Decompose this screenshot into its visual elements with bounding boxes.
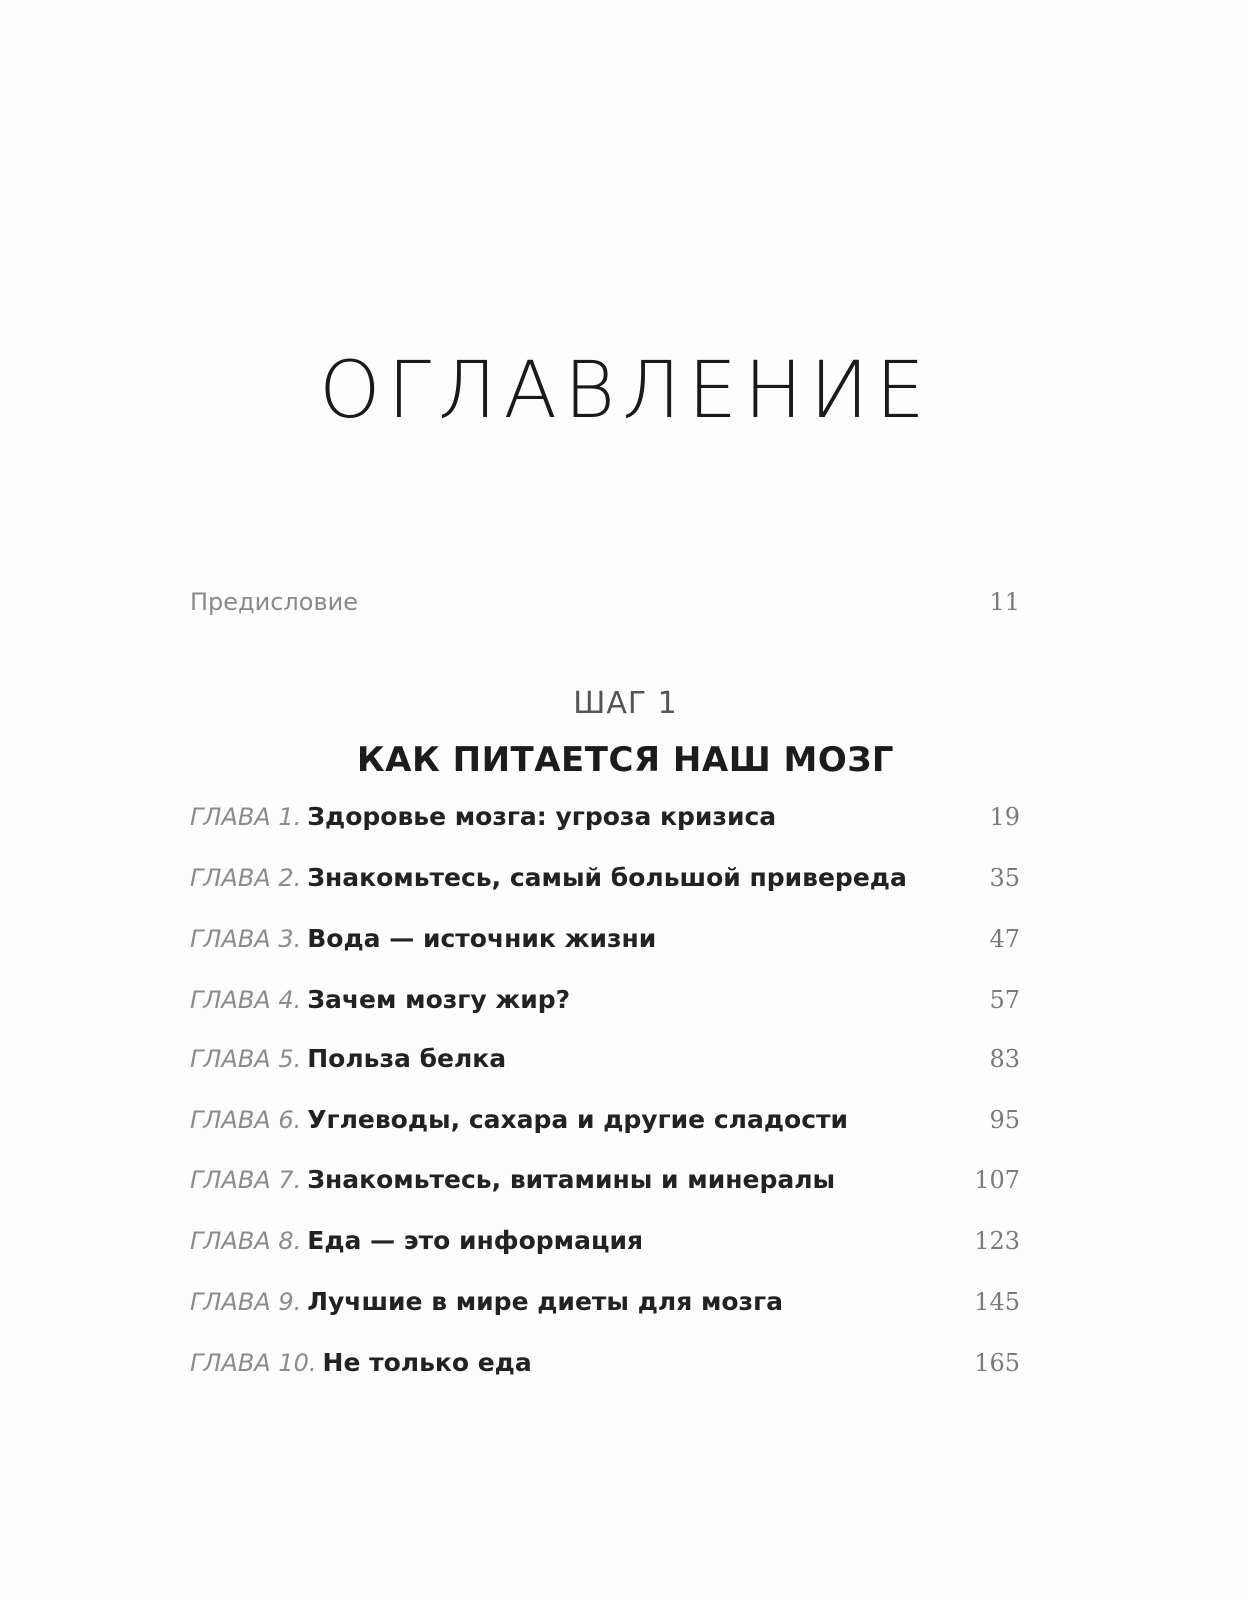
toc-entry-chapter[interactable] [190, 1165, 1020, 1205]
page-number: 57 [989, 986, 1020, 1014]
chapter-title: Знакомьтесь, самый большой привереда [307, 863, 907, 892]
page-number: 95 [989, 1106, 1020, 1134]
chapter-title: Еда — это информация [307, 1226, 644, 1255]
page-number: 83 [989, 1045, 1020, 1073]
chapter-number: ГЛАВА 3. [190, 925, 302, 953]
chapter-number: ГЛАВА 2. [190, 864, 302, 892]
chapter-number: ГЛАВА 5. [190, 1045, 302, 1073]
chapter-title: Знакомьтесь, витамины и минералы [307, 1165, 836, 1194]
chapter-number: ГЛАВА 6. [190, 1106, 302, 1134]
page-number: 165 [974, 1349, 1020, 1377]
step-label: ШАГ 1 [573, 686, 678, 721]
page-number: 107 [974, 1166, 1020, 1194]
page-number: 35 [989, 864, 1020, 892]
chapter-title: Вода — источник жизни [307, 924, 657, 953]
toc-entry-chapter[interactable] [190, 1287, 1020, 1327]
toc-entry-chapter[interactable] [190, 802, 1020, 842]
chapter-title: Углеводы, сахара и другие сладости [307, 1105, 849, 1134]
toc-entry-chapter[interactable] [190, 863, 1020, 903]
chapter-title: Зачем мозгу жир? [307, 985, 571, 1014]
toc-entry-chapter[interactable] [190, 924, 1020, 964]
chapter-number: ГЛАВА 9. [190, 1288, 302, 1316]
page-number: 11 [989, 588, 1020, 616]
chapter-number: ГЛАВА 1. [190, 803, 302, 831]
page-title: ОГЛАВЛЕНИЕ [319, 346, 932, 436]
page-number: 19 [989, 803, 1020, 831]
toc-entry-chapter[interactable] [190, 1226, 1020, 1266]
chapter-title: Лучшие в мире диеты для мозга [307, 1287, 784, 1316]
page-number: 47 [989, 925, 1020, 953]
chapter-title: Не только еда [322, 1348, 532, 1377]
chapter-number: ГЛАВА 8. [190, 1227, 302, 1255]
preface-label: Предисловие [190, 588, 358, 616]
chapter-number: ГЛАВА 10. [190, 1349, 317, 1377]
page-number: 123 [974, 1227, 1020, 1255]
toc-entry-chapter[interactable] [190, 1044, 1020, 1084]
chapter-title: Польза белка [307, 1044, 507, 1073]
chapter-number: ГЛАВА 4. [190, 986, 302, 1014]
chapter-title: Здоровье мозга: угроза кризиса [307, 802, 777, 831]
toc-entry-preface[interactable] [190, 588, 1020, 628]
toc-entry-chapter[interactable] [190, 985, 1020, 1025]
step-title: КАК ПИТАЕТСЯ НАШ МОЗГ [356, 740, 895, 780]
page-number: 145 [974, 1288, 1020, 1316]
toc-entry-chapter[interactable] [190, 1105, 1020, 1145]
toc-entry-chapter[interactable] [190, 1348, 1020, 1388]
chapter-number: ГЛАВА 7. [190, 1166, 302, 1194]
